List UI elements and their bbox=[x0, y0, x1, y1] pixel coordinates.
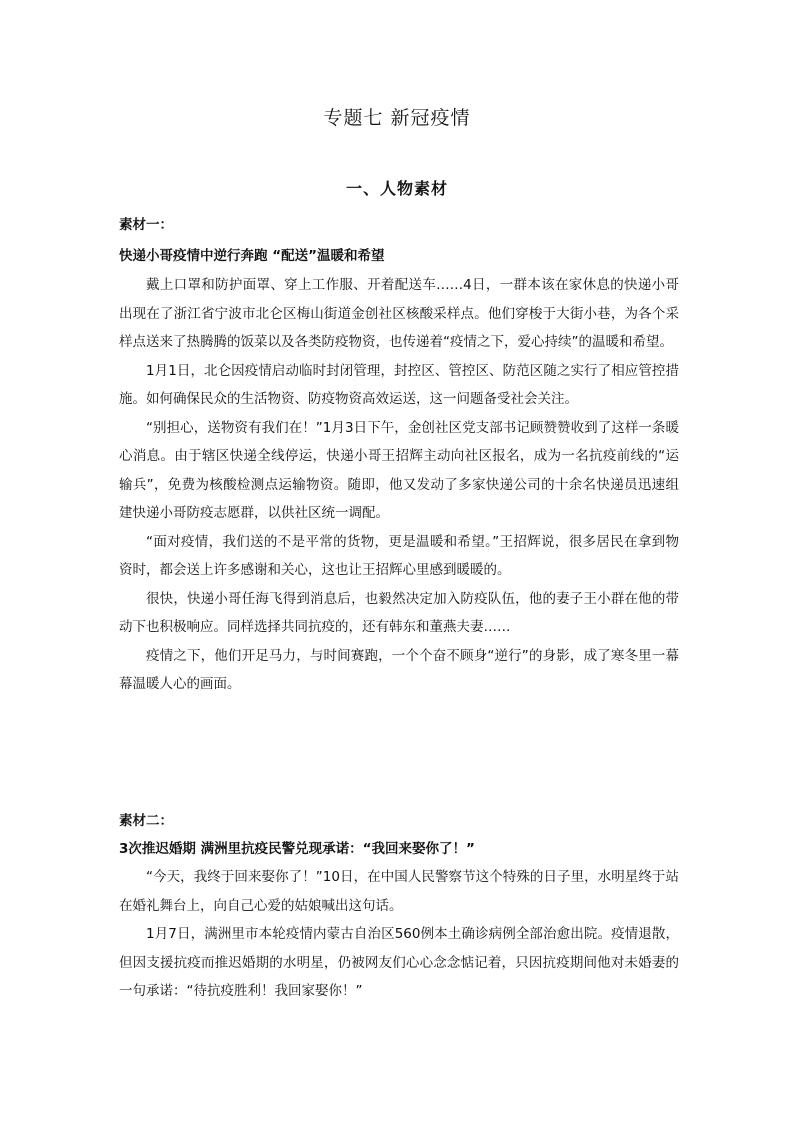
section-heading: 一、人物素材 bbox=[345, 179, 448, 198]
paragraph: 1月7日，满洲里市本轮疫情内蒙古自治区560例本土确诊病例全部治愈出院。疫情退散，但因支援抗疫而推迟婚期的水明星，仍被网友们心心念念惦记着，只因抗疫期间他对未婚妻的一句承诺：“待抗疫胜利！我回家娶你！” bbox=[119, 926, 679, 999]
material-label: 素材二： bbox=[119, 813, 173, 829]
material-headline: 快递小哥疫情中逆行奔跑 “配送”温暖和希望 bbox=[119, 248, 385, 264]
paragraph: “面对疫情，我们送的不是平常的货物，更是温暖和希望。”王招辉说，很多居民在拿到物资时，都会送上许多感谢和关心，这也让王招辉心里感到暖暖的。 bbox=[119, 533, 679, 578]
material-label: 素材一： bbox=[119, 217, 173, 233]
paragraph: “别担心，送物资有我们在！”1月3日下午，金创社区党支部书记顾赞赞收到了这样一条暖心消息。由于辖区快递全线停运，快递小哥王招辉主动向社区报名，成为一名抗疫前线的“运输兵”，免费为核酸检测点运输物资。随即，他又发动了多家快递公司的十余名快递员迅速组建快递小哥防疫志愿群，以供社区统一调配。 bbox=[119, 419, 679, 521]
paragraph: 疫情之下，他们开足马力，与时间赛跑，一个个奋不顾身“逆行”的身影，成了寒冬里一幕幕温暖人心的画面。 bbox=[119, 647, 679, 692]
paragraph: 很快，快递小哥任海飞得到消息后，也毅然决定加入防疫队伍，他的妻子王小群在他的带动下也积极响应。同样选择共同抗疫的，还有韩东和董燕夫妻…… bbox=[119, 590, 679, 635]
paragraph: “今天，我终于回来娶你了！”10日，在中国人民警察节这个特殊的日子里，水明星终于站在婚礼舞台上，向自己心爱的姑娘喊出这句话。 bbox=[119, 869, 679, 914]
paragraph: 1月1日，北仑因疫情启动临时封闭管理，封控区、管控区、防范区随之实行了相应管控措施。如何确保民众的生活物资、防疫物资高效运送，这一问题备受社会关注。 bbox=[119, 362, 679, 407]
document-title: 专题七 新冠疫情 bbox=[323, 107, 471, 129]
material-headline: 3次推迟婚期 满洲里抗疫民警兑现承诺：“我回来娶你了！” bbox=[119, 841, 475, 857]
material-two bbox=[119, 810, 679, 1006]
material-one bbox=[119, 214, 679, 699]
paragraph: 戴上口罩和防护面罩、穿上工作服、开着配送车……4日，一群本该在家休息的快递小哥出现在了浙江省宁波市北仑区梅山街道金创社区核酸采样点。他们穿梭于大街小巷，为各个采样点送来了热腾腾的饭菜以及各类防疫物资，也传递着“疫情之下，爱心持续”的温暖和希望。 bbox=[119, 277, 679, 350]
